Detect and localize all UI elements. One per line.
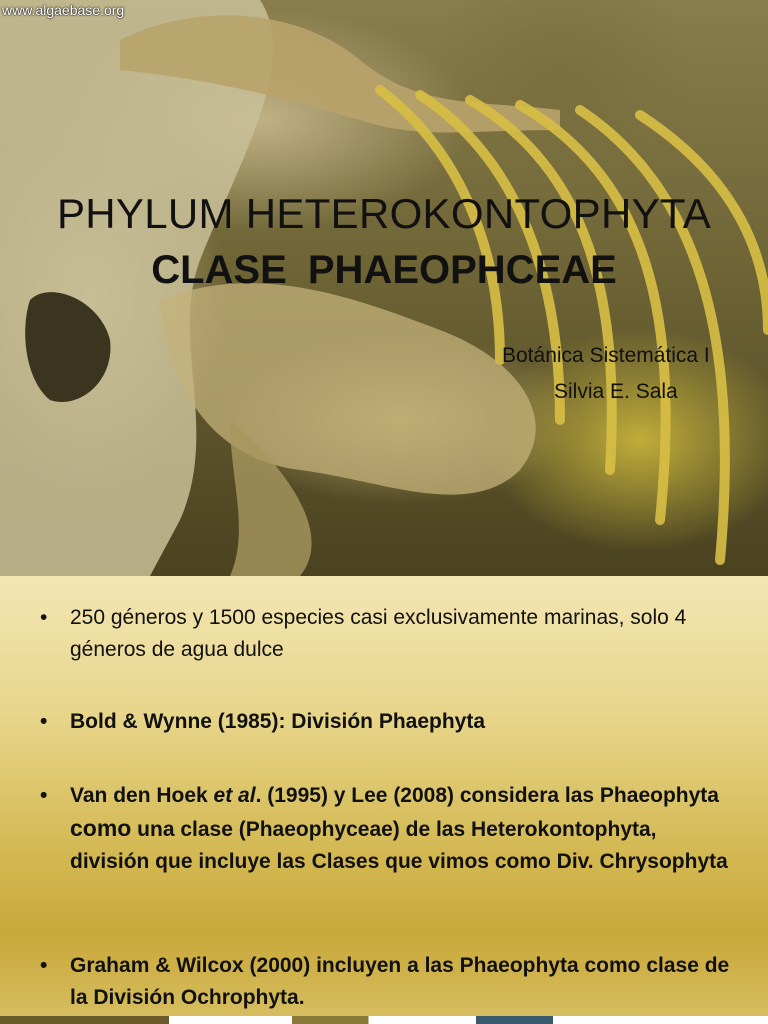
bullet-item-van-den-hoek — [40, 780, 730, 878]
text-part: una clase (Phaeophyceae) de las Heterokontophyta, división que incluye las Clases que vimos como Div. Chrysophyta — [70, 818, 728, 873]
text-large: como — [70, 815, 132, 841]
bullets-slide — [0, 576, 768, 1024]
bullet-item-graham-wilcox — [40, 950, 730, 1014]
bullet-dot: • — [40, 954, 48, 977]
watermark-text: www.algaebase.org — [2, 2, 125, 18]
text-part: . (1995) y Lee (2008) considera las Phaeophyta — [255, 784, 719, 807]
bullet-item-species — [40, 602, 730, 666]
title-clase: CLASE PHAEOPHCEAE — [151, 248, 617, 292]
subtitle-course: Botánica Sistemática I — [502, 344, 710, 367]
title-phylum: PHYLUM HETEROKONTOPHYTA — [56, 190, 712, 237]
bullet-dot: • — [40, 784, 48, 807]
text-part: Van den Hoek — [70, 784, 214, 807]
bullet-text — [70, 780, 730, 878]
bullet-text: Bold & Wynne (1985): División Phaephyta — [70, 710, 486, 733]
bullet-text: 250 géneros y 1500 especies casi exclusivamente marinas, solo 4 géneros de agua dulce — [70, 606, 687, 661]
bullet-dot: • — [40, 606, 48, 629]
text-italic: et al — [213, 784, 256, 807]
bullet-item-bold-wynne — [40, 706, 730, 738]
next-slide-thumbnail-strip — [0, 1016, 768, 1024]
bullet-text: Graham & Wilcox (2000) incluyen a las Phaeophyta como clase de la División Ochrophyta. — [70, 954, 730, 1009]
subtitle-author: Silvia E. Sala — [554, 380, 678, 403]
bullet-dot: • — [40, 710, 48, 733]
